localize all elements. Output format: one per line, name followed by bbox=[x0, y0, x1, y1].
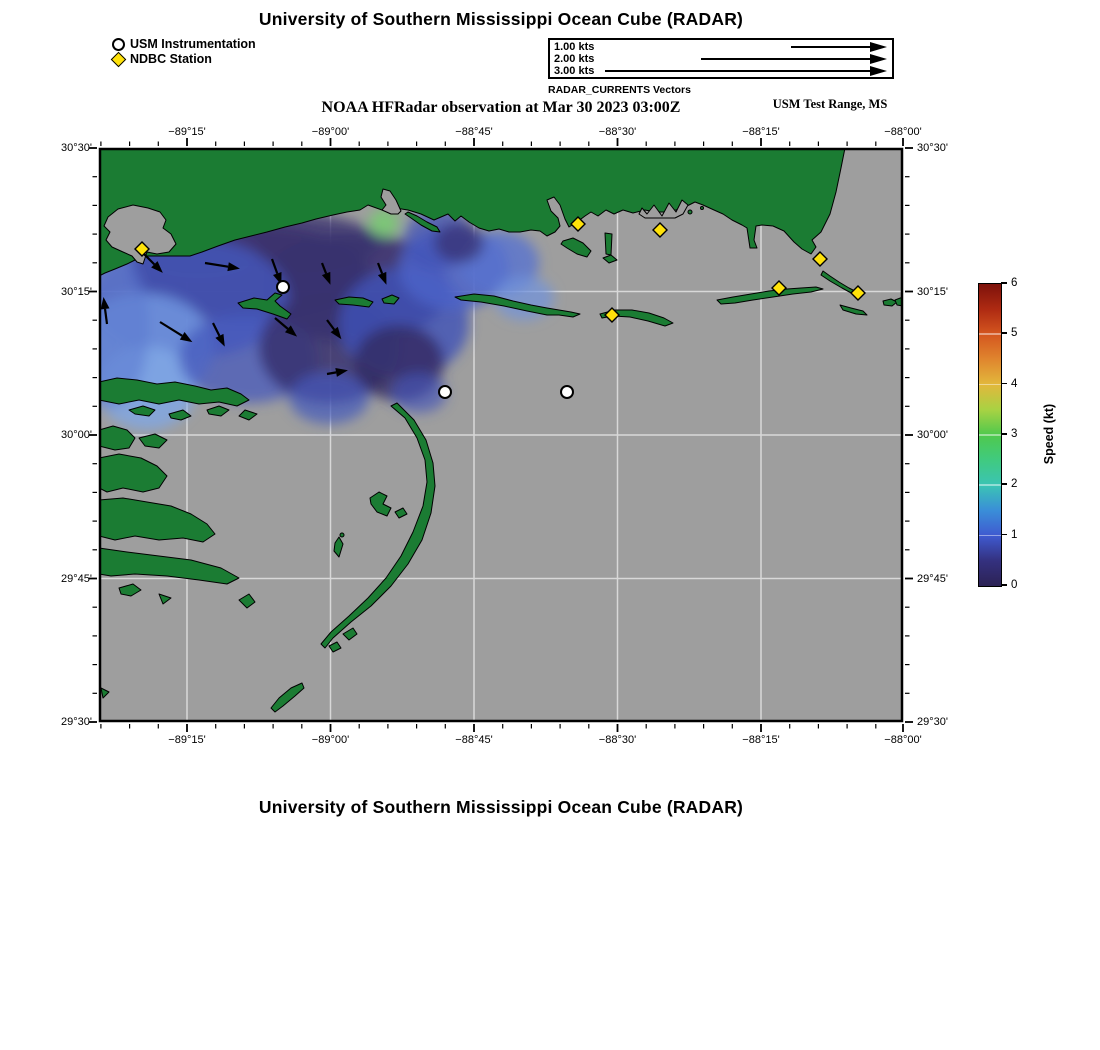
islet-dot bbox=[688, 210, 692, 214]
colorbar-tick bbox=[1001, 483, 1007, 485]
vector-scale-row bbox=[550, 41, 892, 53]
vector-scale-value: 1.00 kts bbox=[554, 41, 595, 53]
figure-title-top: University of Southern Mississippi Ocean Cube (RADAR) bbox=[258, 9, 744, 29]
x-tick-label: −88°30' bbox=[598, 734, 637, 746]
x-tick-label: −88°30' bbox=[598, 126, 637, 138]
usm-instrumentation-icon bbox=[112, 38, 125, 51]
colorbar-tick-label: 5 bbox=[1011, 327, 1018, 340]
colorbar-tick bbox=[1001, 332, 1007, 334]
vector-scale-line bbox=[791, 46, 871, 48]
colorbar-tick bbox=[1001, 383, 1007, 385]
figure-title-bottom: University of Southern Mississippi Ocean Cube (RADAR) bbox=[258, 797, 744, 817]
islet-dot bbox=[701, 207, 704, 210]
colorbar-tick bbox=[1001, 433, 1007, 435]
y-tick-label: 30°00' bbox=[61, 429, 92, 441]
speed-blob bbox=[434, 223, 484, 263]
x-tick-label: −88°00' bbox=[884, 734, 922, 746]
vector-scale-arrowhead-icon bbox=[870, 66, 887, 76]
vector-scale-arrowhead-icon bbox=[870, 42, 887, 52]
colorbar-tick bbox=[1001, 282, 1007, 284]
legend-row-ndbc bbox=[112, 52, 256, 67]
colorbar-tick bbox=[1001, 584, 1007, 586]
legend-usm-label: USM Instrumentation bbox=[130, 37, 256, 51]
colorbar-gridline bbox=[979, 535, 1001, 537]
x-tick-label: −89°00' bbox=[311, 126, 350, 138]
usm-station-marker bbox=[561, 386, 573, 398]
map-legend bbox=[112, 37, 256, 67]
vector-scale-line bbox=[605, 70, 871, 72]
colorbar-gridline bbox=[979, 384, 1001, 386]
x-tick-label: −88°15' bbox=[742, 734, 780, 746]
colorbar-tick-label: 4 bbox=[1011, 377, 1018, 390]
islet-dot bbox=[340, 533, 344, 537]
vector-scale-value: 2.00 kts bbox=[554, 53, 595, 65]
vector-scale-caption: RADAR_CURRENTS Vectors bbox=[548, 84, 691, 96]
y-tick-label: 30°30' bbox=[917, 142, 948, 154]
x-tick-label: −88°15' bbox=[742, 126, 780, 138]
island-strip bbox=[605, 233, 612, 255]
x-tick-label: −88°45' bbox=[455, 126, 493, 138]
colorbar-tick bbox=[1001, 534, 1007, 536]
y-tick-label: 30°15' bbox=[61, 285, 92, 298]
x-tick-label: −89°00' bbox=[311, 734, 350, 746]
usm-station-marker bbox=[439, 386, 451, 398]
y-tick-label: 29°45' bbox=[61, 572, 92, 585]
legend-row-usm bbox=[112, 37, 256, 52]
speed-blob bbox=[289, 372, 369, 424]
y-tick-label: 30°00' bbox=[917, 429, 948, 441]
colorbar-tick-label: 1 bbox=[1011, 528, 1018, 541]
x-tick-label: −88°45' bbox=[455, 734, 493, 746]
y-tick-label: 29°30' bbox=[61, 716, 92, 728]
y-tick-label: 29°45' bbox=[917, 572, 948, 585]
colorbar-tick-label: 3 bbox=[1011, 428, 1018, 440]
y-tick-label: 29°30' bbox=[917, 716, 948, 728]
vector-scale-row bbox=[550, 65, 892, 77]
vector-scale-box bbox=[548, 38, 894, 79]
ndbc-station-icon bbox=[111, 52, 127, 68]
colorbar-gridline bbox=[979, 333, 1001, 335]
vector-scale-arrowhead-icon bbox=[870, 54, 887, 64]
vector-scale-line bbox=[701, 58, 871, 60]
colorbar-gridline bbox=[979, 434, 1001, 436]
x-tick-label: −89°15' bbox=[168, 126, 206, 138]
colorbar-gridline bbox=[979, 484, 1001, 486]
vector-scale-value: 3.00 kts bbox=[554, 65, 595, 77]
legend-ndbc-label: NDBC Station bbox=[130, 52, 212, 66]
colorbar-tick-label: 0 bbox=[1011, 579, 1018, 591]
map-canvas bbox=[99, 148, 903, 722]
colorbar bbox=[978, 283, 1002, 587]
vector-scale-row bbox=[550, 53, 892, 65]
colorbar-label: Speed (kt) bbox=[1042, 403, 1056, 465]
x-tick-label: −89°15' bbox=[168, 734, 206, 746]
map-subtitle: NOAA HFRadar observation at Mar 30 2023 03:00Z bbox=[321, 99, 681, 116]
colorbar-tick-label: 6 bbox=[1011, 277, 1018, 289]
usm-station-marker bbox=[277, 281, 289, 293]
x-tick-label: −88°00' bbox=[884, 126, 922, 138]
colorbar-tick-label: 2 bbox=[1011, 478, 1018, 491]
y-tick-label: 30°30' bbox=[61, 142, 92, 154]
y-tick-label: 30°15' bbox=[917, 285, 948, 298]
range-label: USM Test Range, MS bbox=[772, 97, 888, 111]
